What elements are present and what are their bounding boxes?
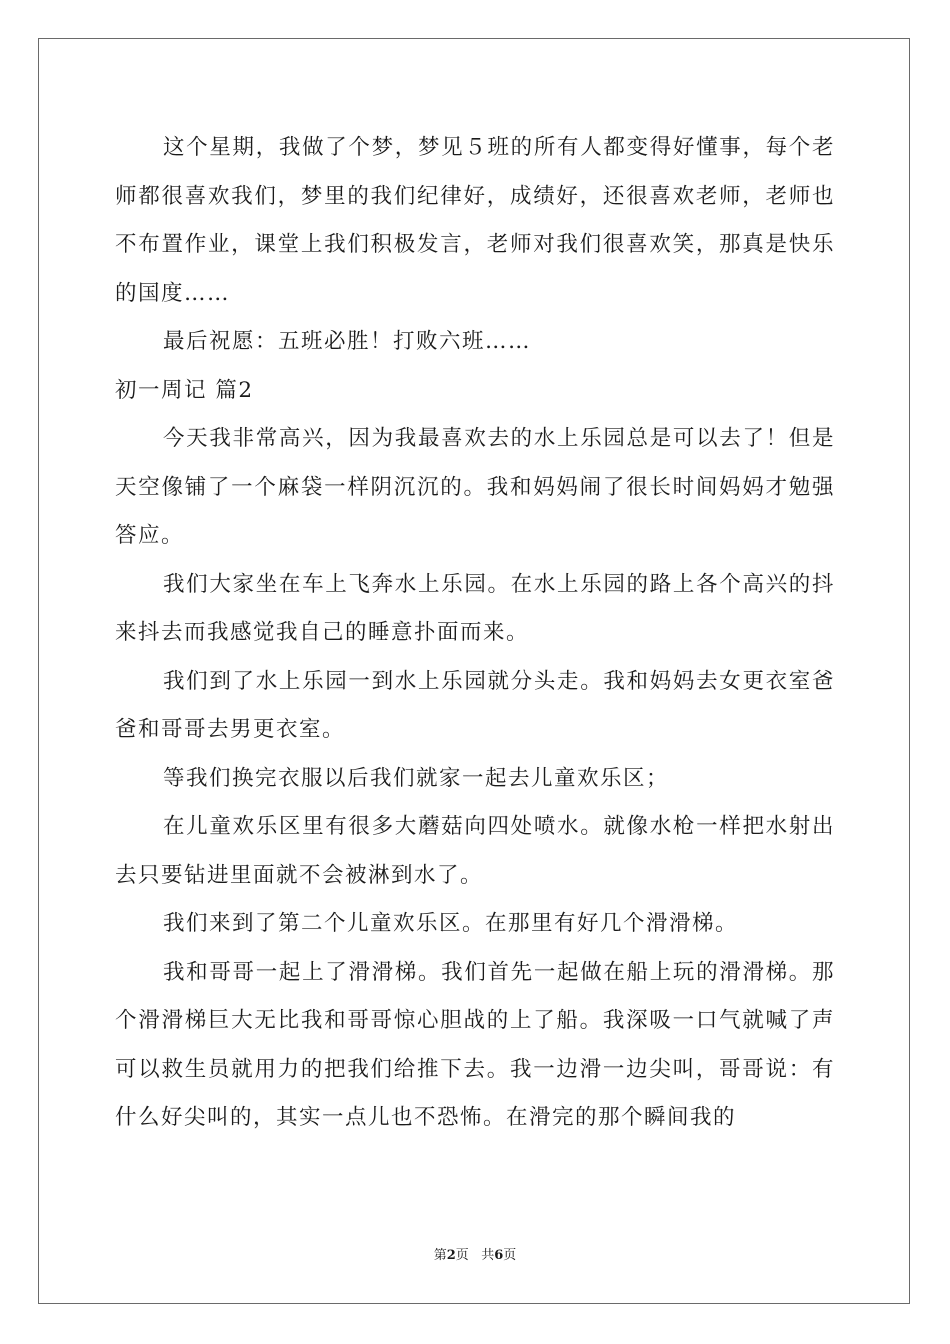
paragraph: 我和哥哥一起上了滑滑梯。我们首先一起做在船上玩的滑滑梯。那个滑滑梯巨大无比我和哥哥惊心胆战的上了船。我深吸一口气就喊了声可以救生员就用力的把我们给推下去。我一边滑一边尖叫，哥哥说：有什么好尖叫的，其实一点儿也不恐怖。在滑完的那个瞬间我的 [115,959,835,1130]
total-suffix: 页 [503,1248,517,1263]
section-heading: 初一周记 篇2 [115,377,254,403]
paragraph: 今天我非常高兴，因为我最喜欢去的水上乐园总是可以去了！但是天空像铺了一个麻袋一样阴沉沉的。我和妈妈闹了很长时间妈妈才勉强答应。 [115,426,835,548]
page-footer [0,1244,950,1263]
paragraph: 等我们换完衣服以后我们就家一起去儿童欢乐区； [163,765,670,791]
page-prefix: 第 [433,1248,447,1263]
page-number: 2 [446,1248,456,1263]
total-pages: 6 [494,1248,504,1263]
paragraph: 在儿童欢乐区里有很多大蘑菇向四处喷水。就像水枪一样把水射出去只要钻进里面就不会被淋到水了。 [115,814,835,888]
paragraph: 我们到了水上乐园一到水上乐园就分头走。我和妈妈去女更衣室爸爸和哥哥去男更衣室。 [115,668,835,742]
paragraph: 这个星期，我做了个梦，梦见５班的所有人都变得好懂事，每个老师都很喜欢我们，梦里的我们纪律好，成绩好，还很喜欢老师，老师也不布置作业，课堂上我们积极发言，老师对我们很喜欢笑，那真是快乐的国度…… [115,135,835,306]
paragraph: 最后祝愿：五班必胜！打败六班…… [163,329,532,354]
total-prefix: 共 [481,1248,495,1263]
page-suffix: 页 [455,1248,469,1263]
paragraph: 我们大家坐在车上飞奔水上乐园。在水上乐园的路上各个高兴的抖来抖去而我感觉我自己的睡意扑面而来。 [115,571,835,645]
paragraph: 我们来到了第二个儿童欢乐区。在那里有好几个滑滑梯。 [163,911,739,936]
document-body [115,124,835,1143]
